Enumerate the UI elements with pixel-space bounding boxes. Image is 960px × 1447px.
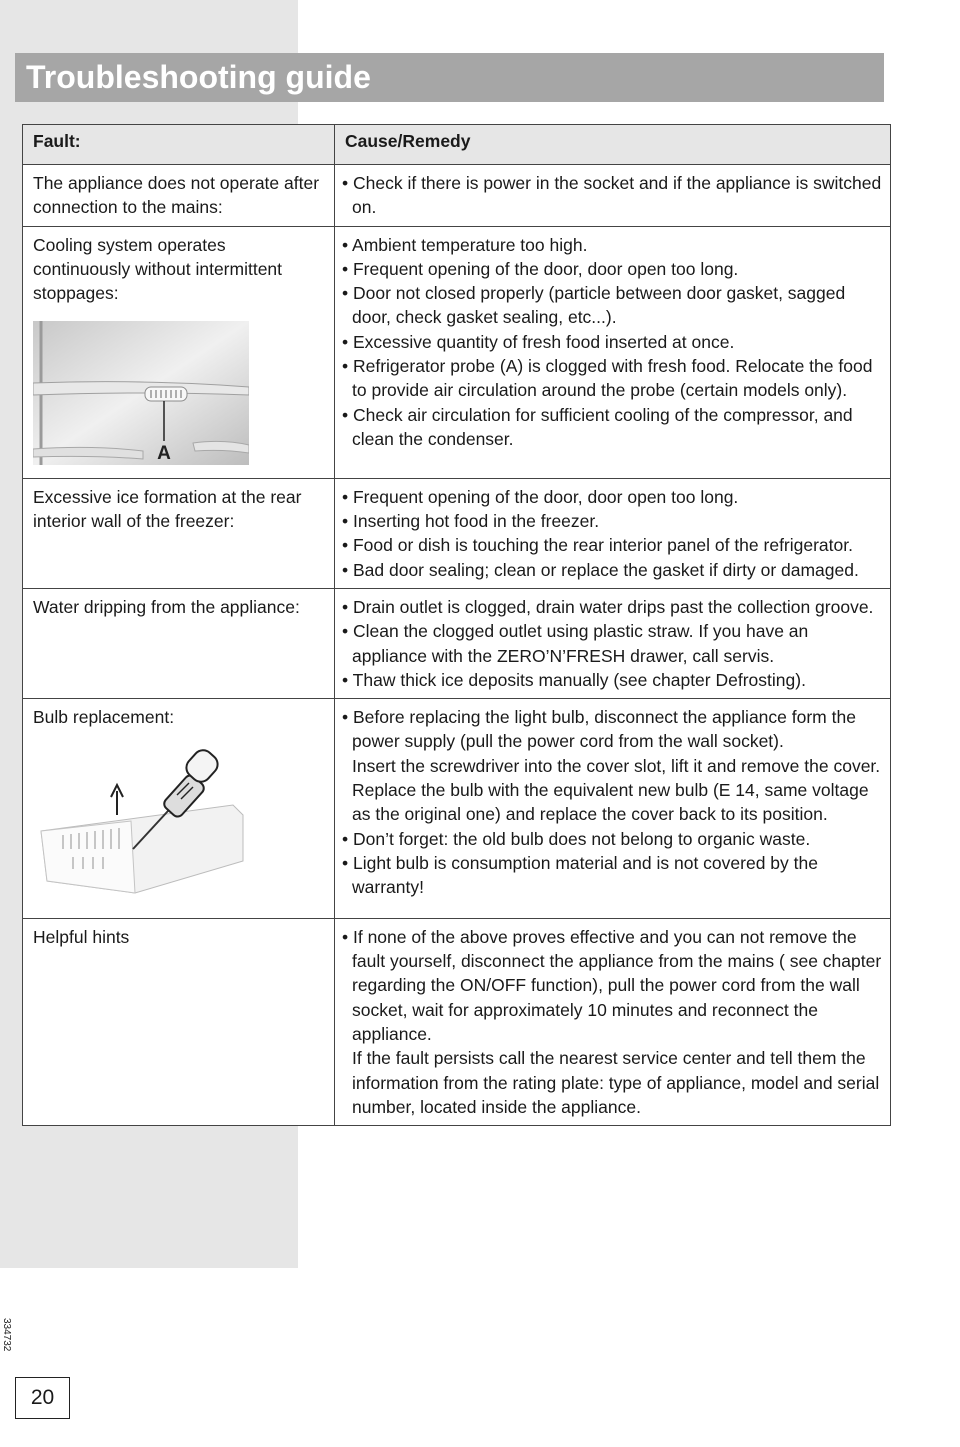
table-row: [23, 226, 891, 478]
table-row: [23, 918, 891, 1125]
table-row: [23, 165, 891, 227]
document-code: 334732: [1, 1318, 12, 1352]
bulb-cover-illustration: [33, 745, 249, 905]
fault-text: Water dripping from the appliance:: [33, 596, 300, 617]
remedy-item: • Check air circulation for sufficient cooling of the compressor, and: [342, 404, 853, 425]
fault-text: Cooling system operates continuously without intermittent stoppages:: [33, 234, 283, 304]
remedy-item: • Door not closed properly (particle between door gasket, sagged: [342, 283, 846, 304]
col-header-fault: Fault:: [23, 125, 335, 165]
fault-cell: [23, 226, 335, 478]
page-title: Troubleshooting guide: [15, 53, 884, 102]
fault-cell: [23, 699, 335, 919]
remedy-item: • Inserting hot food in the freezer.: [342, 511, 600, 532]
fault-cell: [23, 918, 335, 1125]
troubleshooting-table: [22, 124, 891, 1126]
probe-label: A: [157, 443, 171, 465]
remedy-item: • Thaw thick ice deposits manually (see chapter Defrosting).: [342, 669, 806, 690]
remedy-item: • Frequent opening of the door, door open too long.: [342, 486, 739, 507]
fault-text: Helpful hints: [33, 926, 130, 947]
table-row: [23, 588, 891, 698]
remedy-item: • Check if there is power in the socket and if the appliance is switched on.: [342, 173, 882, 218]
table-row: [23, 478, 891, 588]
remedy-item: door, check gasket sealing, etc...).: [352, 307, 617, 328]
fault-cell: [23, 478, 335, 588]
remedy-item: • Before replacing the light bulb, disconnect the appliance form the power supply (pull the power cord from the wall socket).: [342, 707, 856, 752]
remedy-cell: [335, 165, 891, 227]
table-row: [23, 699, 891, 919]
remedy-cell: [335, 226, 891, 478]
remedy-item: • Ambient temperature too high.: [342, 234, 588, 255]
fault-cell: [23, 588, 335, 698]
remedy-cell: [335, 588, 891, 698]
remedy-item: • Frequent opening of the door, door open too long.: [342, 258, 739, 279]
remedy-item: • Light bulb is consumption material and is not covered by the warranty!: [342, 852, 818, 898]
fault-text: The appliance does not operate after connection to the mains:: [33, 173, 320, 218]
remedy-item: • If none of the above proves effective and you can not remove the fault yourself, disconnect the appliance from the mains ( see chapter regarding the ON/OFF function), pull the power cord from the wall socket, wait for approximately 10 minutes and reconnect the appliance.: [342, 926, 882, 1044]
remedy-item: • Excessive quantity of fresh food inserted at once.: [342, 331, 735, 352]
fault-text: Excessive ice formation at the rear interior wall of the freezer:: [33, 486, 302, 532]
remedy-item: clean the condenser.: [352, 428, 514, 449]
fault-text: Bulb replacement:: [33, 707, 175, 728]
page-number: 20: [15, 1377, 70, 1419]
remedy-item: Insert the screwdriver into the cover slot, lift it and remove the cover.: [352, 755, 881, 776]
fault-cell: [23, 165, 335, 227]
table-header-row: [23, 125, 891, 165]
col-header-remedy: Cause/Remedy: [335, 125, 891, 165]
remedy-cell: [335, 699, 891, 919]
remedy-cell: [335, 918, 891, 1125]
remedy-item: • Refrigerator probe (A) is clogged with fresh food. Relocate the food to provide air circulation around the probe (certain models only).: [342, 356, 873, 401]
remedy-item: • Drain outlet is clogged, drain water drips past the collection groove.: [342, 596, 874, 617]
remedy-item: Replace the bulb with the equivalent new bulb (E 14, same voltage as the original one) and replace the cover back to its position.: [352, 780, 869, 825]
probe-photo: [33, 321, 249, 465]
remedy-item: • Don’t forget: the old bulb does not belong to organic waste.: [342, 828, 811, 849]
remedy-item: • Food or dish is touching the rear interior panel of the refrigerator.: [342, 535, 853, 556]
remedy-item: If the fault persists call the nearest service center and tell them the information from the rating plate: type of appliance, model and serial number, located inside the appliance.: [352, 1048, 880, 1117]
remedy-cell: [335, 478, 891, 588]
remedy-item: • Clean the clogged outlet using plastic straw. If you have an appliance with the ZERO’N’FRESH drawer, call servis.: [342, 621, 809, 666]
remedy-item: • Bad door sealing; clean or replace the gasket if dirty or damaged.: [342, 559, 859, 580]
